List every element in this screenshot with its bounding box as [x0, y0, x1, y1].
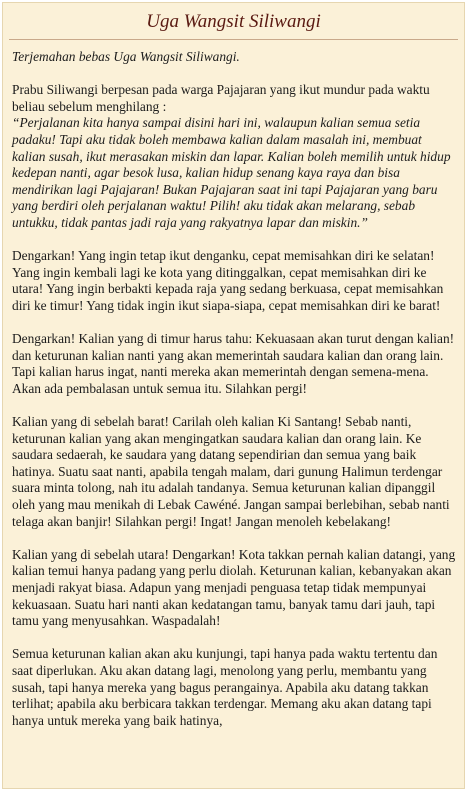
paragraph-1-lead: Prabu Siliwangi berpesan pada warga Pajajaran yang ikut mundur pada waktu beliau sebelum menghilang :: [12, 82, 430, 114]
document-page: [2, 2, 465, 789]
page-title: Uga Wangsit Siliwangi: [9, 11, 458, 40]
paragraph-2: Dengarkan! Yang ingin tetap ikut denganku, cepat memisahkan diri ke selatan! Yang ingin kembali lagi ke kota yang ditinggalkan, cepat memisahkan diri ke utara! Yang ingin berbakti kepada raja yang sedang berkuasa, cepat memisahkan diri ke timur! Yang tidak ingin ikut siapa-siapa, cepat memisahkan diri ke barat!: [12, 248, 444, 313]
paragraph-3: Dengarkan! Kalian yang di timur harus tahu: Kekuasaan akan turut dengan kalian! dan keturunan kalian nanti yang akan memerintah saudara kalian dan orang lain. Tapi kalian harus ingat, nanti mereka akan memerintah dengan semena-mena. Akan ada pembalasan untuk semua itu. Silahkan pergi!: [12, 331, 455, 396]
paragraph-4: Kalian yang di sebelah barat! Carilah oleh kalian Ki Santang! Sebab nanti, keturunan kalian yang akan mengingatkan saudara kalian dan orang lain. Ke saudara sedaerah, ke saudara yang datang sependirian dan semua yang baik hatinya. Suatu saat nanti, apabila tengah malam, dari gunung Halimun terdengar suara minta tolong, nah itu adalah tandanya. Semua keturunan kalian dipanggil oleh yang mau menikah di Lebak Cawéné. Jangan sampai berlebihan, sebab nanti telaga akan banjir! Silahkan pergi! Ingat! Jangan menoleh kebelakang!: [12, 414, 450, 529]
paragraph-1: [12, 82, 456, 231]
intro-paragraph: Terjemahan bebas Uga Wangsit Siliwangi.: [12, 49, 240, 64]
paragraph-5: Kalian yang di sebelah utara! Dengarkan! Kota takkan pernah kalian datangi, yang kalian temui hanya padang yang perlu diolah. Keturunan kalian, kebanyakan akan menjadi rakyat biasa. Adapun yang menjadi penguasa tetap tidak mempunyai kekuasaan. Suatu hari nanti akan kedatangan tamu, banyak tamu dari jauh, tapi tamu yang menyusahkan. Waspadalah!: [12, 546, 456, 629]
paragraph-1-quote: “Perjalanan kita hanya sampai disini hari ini, walaupun kalian semua setia padaku! Tapi aku tidak boleh membawa kalian dalam masalah ini, membuat kalian susah, ikut merasakan miskin dan lapar. Kalian boleh memilih untuk hidup kedepan nanti, agar besok lusa, kalian hidup senang kaya raya dan bisa mendirikan lagi Pajajaran! Bukan Pajajaran saat ini tapi Pajajaran yang baru yang berdiri oleh perjalanan waktu! Pilih! aku tidak akan melarang, sebab untukku, tidak pantas jadi raja yang rakyatnya lapar dan miskin.”: [12, 115, 451, 230]
document-body: [3, 49, 464, 729]
paragraph-6: Semua keturunan kalian akan aku kunjungi, tapi hanya pada waktu tertentu dan saat diperlukan. Aku akan datang lagi, menolong yang perlu, membantu yang susah, tapi hanya mereka yang bagus perangainya. Apabila aku datang takkan terlihat; apabila aku berbicara takkan terdengar. Memang aku akan datang tapi hanya untuk mereka yang baik hatinya,: [12, 646, 438, 728]
